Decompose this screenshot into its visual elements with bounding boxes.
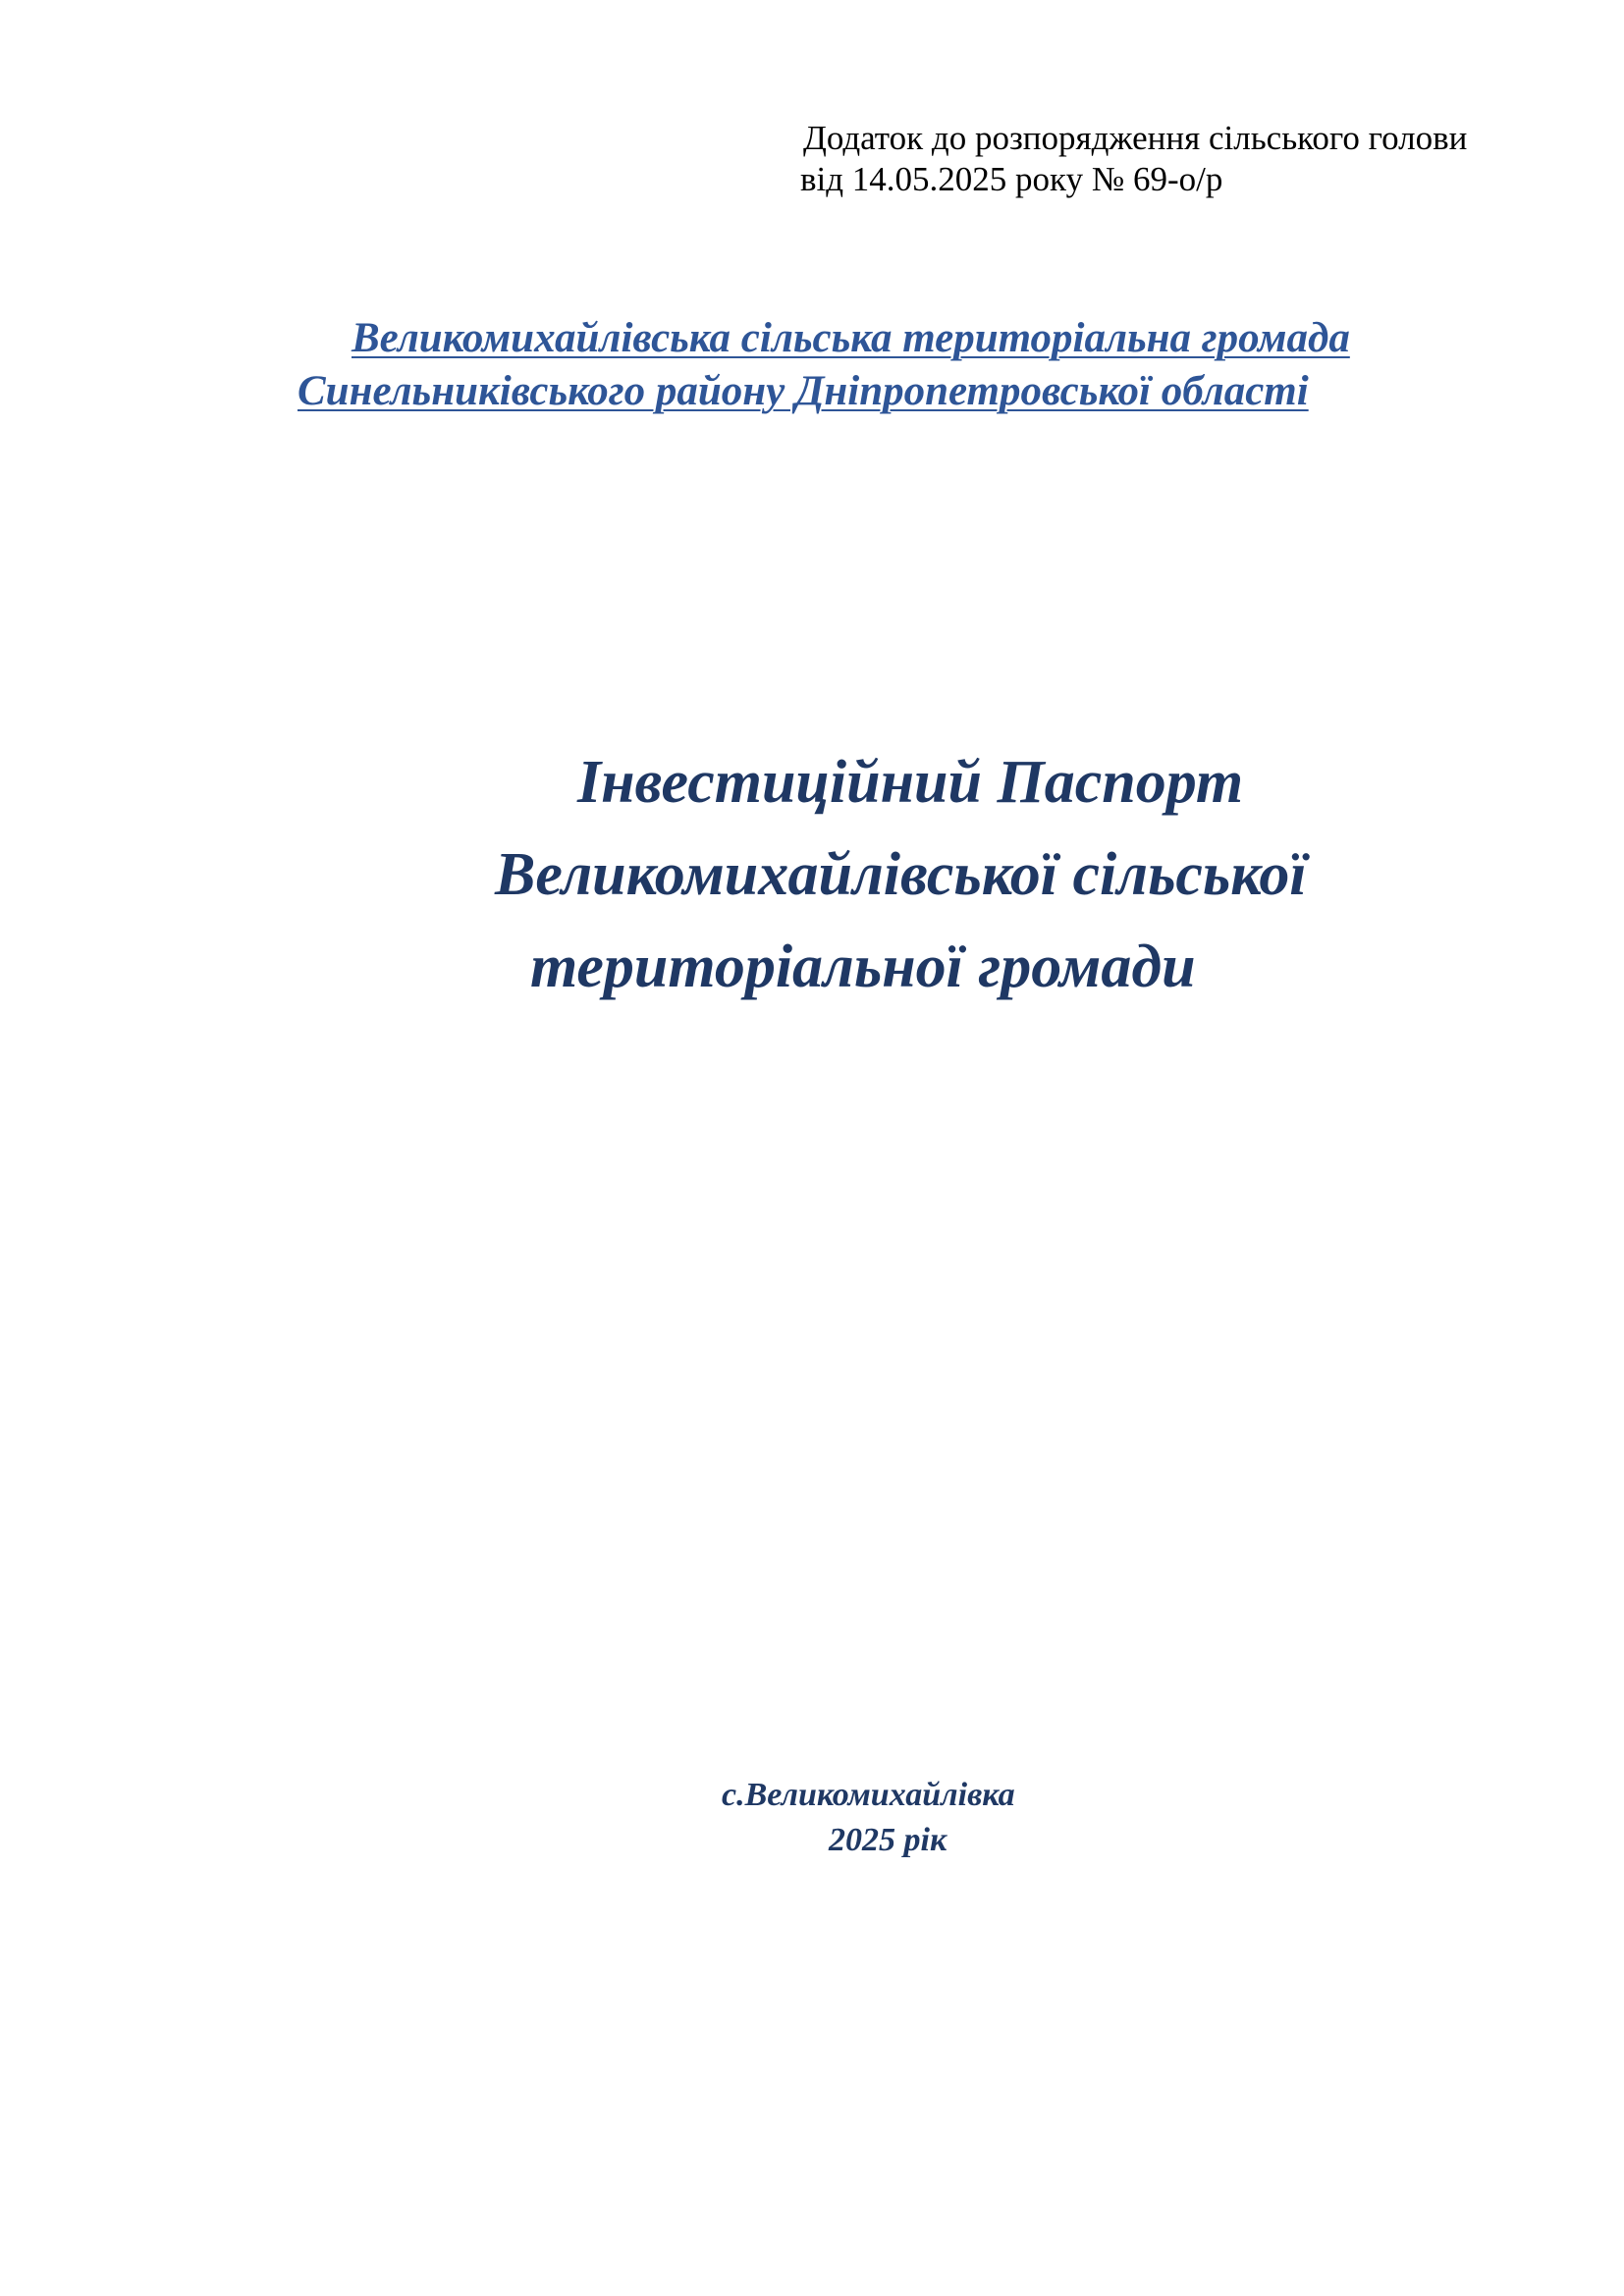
annex-line-1: Додаток до розпорядження сільського голови: [803, 119, 1468, 157]
title-line-1: Інвестиційний Паспорт: [577, 749, 1244, 816]
annex-note: [800, 118, 1468, 200]
document-footer: [0, 1773, 1624, 1863]
title-line-2: Великомихайлівської сільської: [495, 841, 1307, 908]
community-name-line-1: Великомихайлівська сільська територіальна громада: [352, 315, 1350, 361]
annex-line-2: від 14.05.2025 року № 69-о/р: [800, 160, 1223, 198]
document-title: [0, 736, 1624, 1013]
footer-year: 2025 рік: [829, 1822, 947, 1858]
community-header: [295, 312, 1561, 418]
community-name-line-2: Синельниківського району Дніпропетровської області: [298, 368, 1309, 414]
footer-place: с.Великомихайлівка: [722, 1777, 1015, 1813]
title-line-3: територіальної громади: [530, 934, 1196, 1000]
